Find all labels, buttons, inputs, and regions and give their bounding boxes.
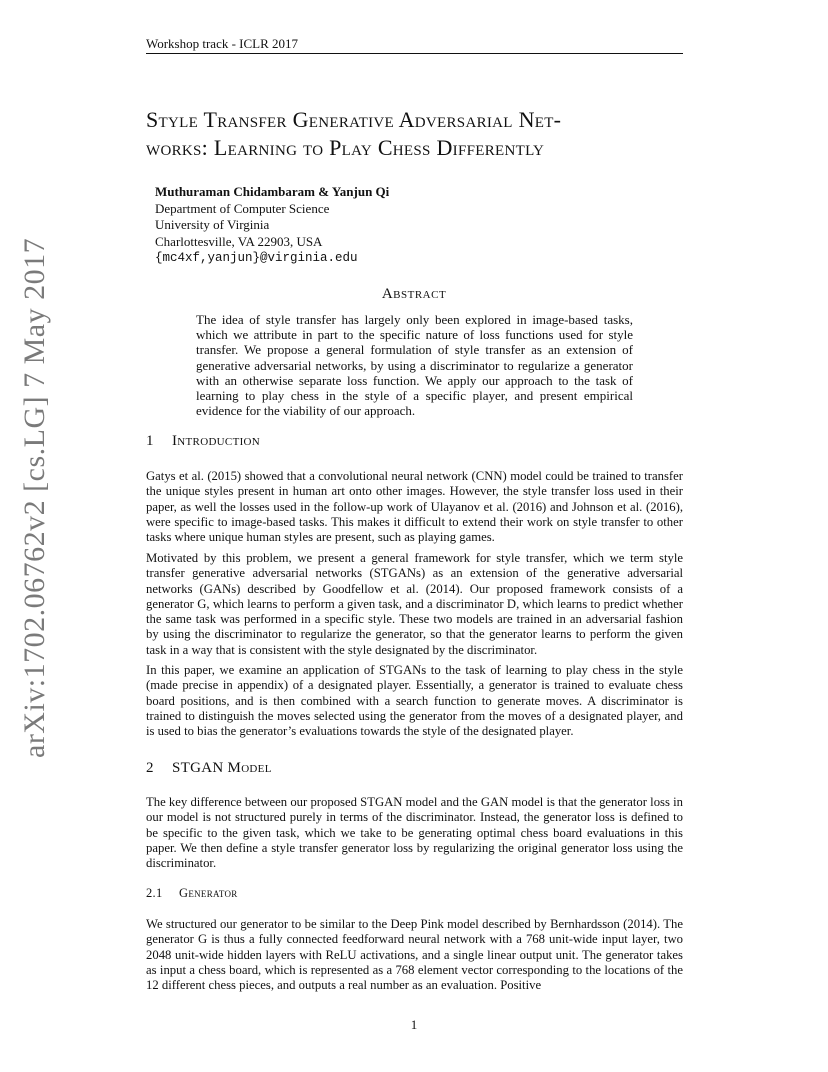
section-number: 2 — [146, 760, 154, 776]
page-number: 1 — [410, 1017, 418, 1032]
subsection-heading-generator — [146, 886, 238, 901]
section-heading-introduction — [146, 433, 260, 450]
paper-title — [146, 106, 686, 162]
intro-paragraph-2: Motivated by this problem, we present a general framework for style transfer, which we term style transfer generative adversarial networks (STGANs) as an extension of the generative adversarial networks (GANs) described by Goodfellow et al. (2014). Our proposed framework consists of a generator G, which learns to perform a given task, and a discriminator D, which learns to predict whether the same task was performed in a specific style. These two models are trained in an adversarial fashion by using the discriminator to regularize the generator, so that the generator learns to perform the given task in a way that is consistent with the style designated by the discriminator. — [146, 551, 683, 657]
model-paragraph-1: The key difference between our proposed STGAN model and the GAN model is that the generator loss in our model is not structured purely in terms of the discriminator. Instead, the generator loss is defined to be specific to the given task, which we take to be generating optimal chess board evaluations in this paper. We then define a style transfer generator loss by regularizing the original generator loss using the discriminator. — [146, 795, 683, 870]
author-location: Charlottesville, VA 22903, USA — [155, 233, 323, 249]
author-block — [155, 184, 389, 267]
subsection-title: Generator — [179, 886, 238, 900]
section-title: STGAN Model — [172, 760, 272, 776]
section-number: 1 — [146, 433, 154, 449]
abstract-heading: Abstract — [381, 286, 447, 302]
section-title: Introduction — [172, 433, 261, 449]
author-university: University of Virginia — [155, 217, 270, 232]
abstract-body: The idea of style transfer has largely only been explored in image-based tasks, which we attribute in part to the specific nature of loss functions used for style transfer. We propose a general formulation of style transfer as an extension of generative adversarial networks, by using a discriminator to regularize a generator with an otherwise separate loss function. We apply our approach to the task of learning to play chess in the style of a specific player, and present empirical evidence for the viability of our approach. — [196, 312, 633, 419]
generator-paragraph-1: We structured our generator to be similar to the Deep Pink model described by Bernhardsson (2014). The generator G is thus a fully connected feedforward neural network with a 768 unit-wide input layer, two 2048 unit-wide hidden layers with ReLU activations, and a single linear output unit. The generator takes as input a chess board, which is represented as a 768 element vector corresponding to the locations of the 12 different chess pieces, and outputs a real number as an evaluation. Positive — [146, 917, 683, 992]
intro-paragraph-1: Gatys et al. (2015) showed that a convolutional neural network (CNN) model could be trained to transfer the unique styles present in human art onto other images. However, the style transfer loss used in their paper, as well the losses used in the follow-up work of Ulayanov et al. (2016) and Johnson et al. (2016), were specific to image-based tasks. This makes it difficult to extend their work on style transfer to other tasks where unique human styles are present, such as playing games. — [146, 469, 683, 544]
title-line-2: works: Learning to Play Chess Differently — [146, 135, 545, 160]
arxiv-stamp: arXiv:1702.06762v2 [cs.LG] 7 May 2017 — [18, 237, 51, 758]
title-line-1: Style Transfer Generative Adversarial Net- — [146, 107, 562, 132]
author-department: Department of Computer Science — [155, 200, 330, 216]
intro-paragraph-3: In this paper, we examine an application of STGANs to the task of learning to play chess in the style (made precise in appendix) of a designated player. Essentially, a generator is trained to evaluate chess board positions, and is then combined with a search function to generate moves. A discriminator is trained to distinguish the moves selected using the generator from the moves of a designated player, and is used to bias the generator’s evaluations towards the style of the designated player. — [146, 663, 683, 738]
running-header: Workshop track - ICLR 2017 — [146, 36, 683, 54]
section-heading-stgan-model — [146, 760, 272, 777]
author-email: {mc4xf,yanjun}@virginia.edu — [155, 251, 358, 265]
author-names: Muthuraman Chidambaram & Yanjun Qi — [155, 184, 390, 199]
subsection-number: 2.1 — [146, 886, 163, 900]
